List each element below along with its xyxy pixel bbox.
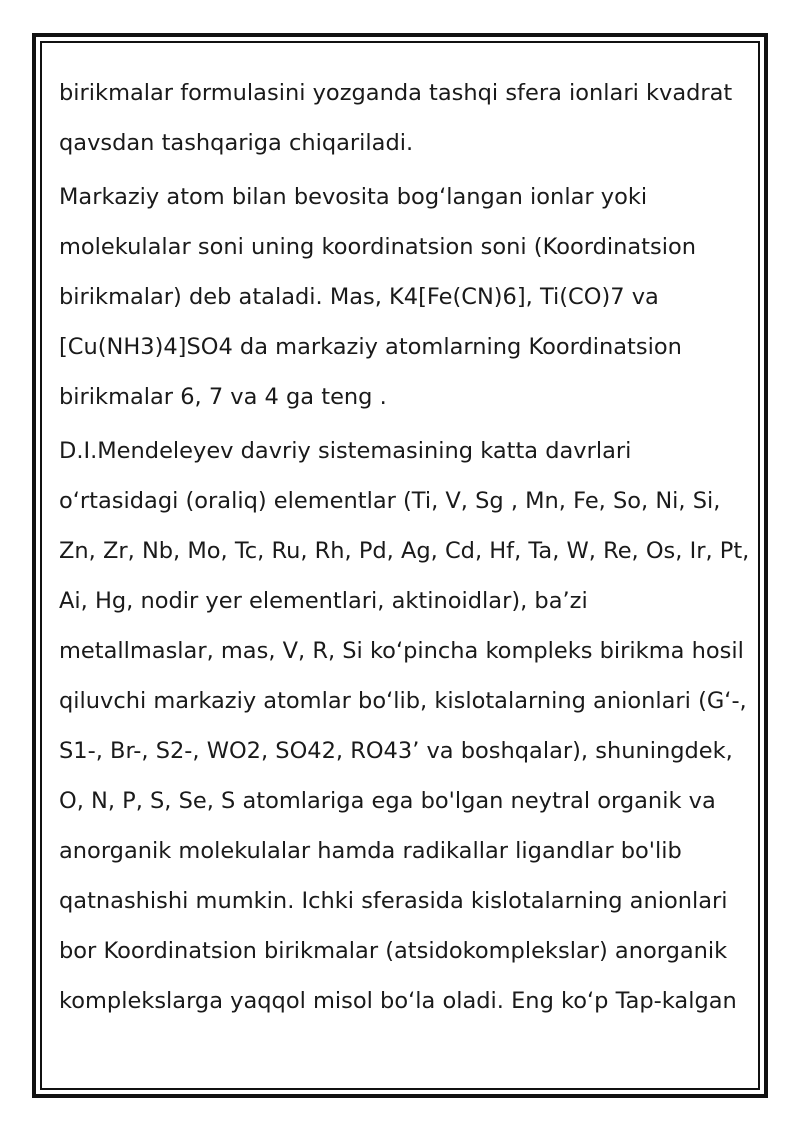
text-line: anorganik molekulalar hamda radikallar ligandlar bo'lib (59, 838, 682, 864)
text-line: metallmaslar, mas, V, R, Si ko‘pincha kompleks birikma hosil (59, 638, 744, 664)
paragraph-1 (59, 68, 749, 168)
text-line: D.I.Mendeleyev davriy sistemasining katta davrlari (59, 438, 632, 464)
text-line: birikmalar 6, 7 va 4 ga teng . (59, 384, 387, 410)
text-line: Ai, Hg, nodir yer elementlari, aktinoidlar), ba’zi (59, 588, 588, 614)
text-line: birikmalar) deb ataladi. Mas, K4[Fe(CN)6], Ti(CO)7 va (59, 284, 659, 310)
text-line: molekulalar soni uning koordinatsion soni (Koordinatsion (59, 234, 696, 260)
text-line: komplekslarga yaqqol misol bo‘la oladi. Eng ko‘p Tap-kalgan (59, 988, 737, 1014)
text-line: Markaziy atom bilan bevosita bog‘langan ionlar yoki (59, 184, 648, 210)
document-body (59, 68, 749, 1026)
text-line: qiluvchi markaziy atomlar bo‘lib, kislotalarning anionlari (G‘-, (59, 688, 747, 714)
text-line: birikmalar formulasini yozganda tashqi sfera ionlari kvadrat (59, 80, 733, 106)
text-line: Zn, Zr, Nb, Mo, Tc, Ru, Rh, Pd, Ag, Cd, Hf, Ta, W, Re, Os, Ir, Pt, (59, 538, 750, 564)
paragraph-2 (59, 172, 749, 422)
text-line: o‘rtasidagi (oraliq) elementlar (Ti, V, Sg , Mn, Fe, So, Ni, Si, (59, 488, 721, 514)
text-line: qavsdan tashqariga chiqariladi. (59, 130, 414, 156)
text-line: qatnashishi mumkin. Ichki sferasida kislotalarning anionlari (59, 888, 728, 914)
text-line: S1-, Br-, S2-, WO2, SO42, RO43’ va boshqalar), shuningdek, (59, 738, 733, 764)
text-line: O, N, P, S, Se, S atomlariga ega bo'lgan neytral organik va (59, 788, 716, 814)
paragraph-3 (59, 426, 749, 1026)
text-line: [Cu(NH3)4]SO4 da markaziy atomlarning Koordinatsion (59, 334, 682, 360)
text-line: bor Koordinatsion birikmalar (atsidokomplekslar) anorganik (59, 938, 728, 964)
